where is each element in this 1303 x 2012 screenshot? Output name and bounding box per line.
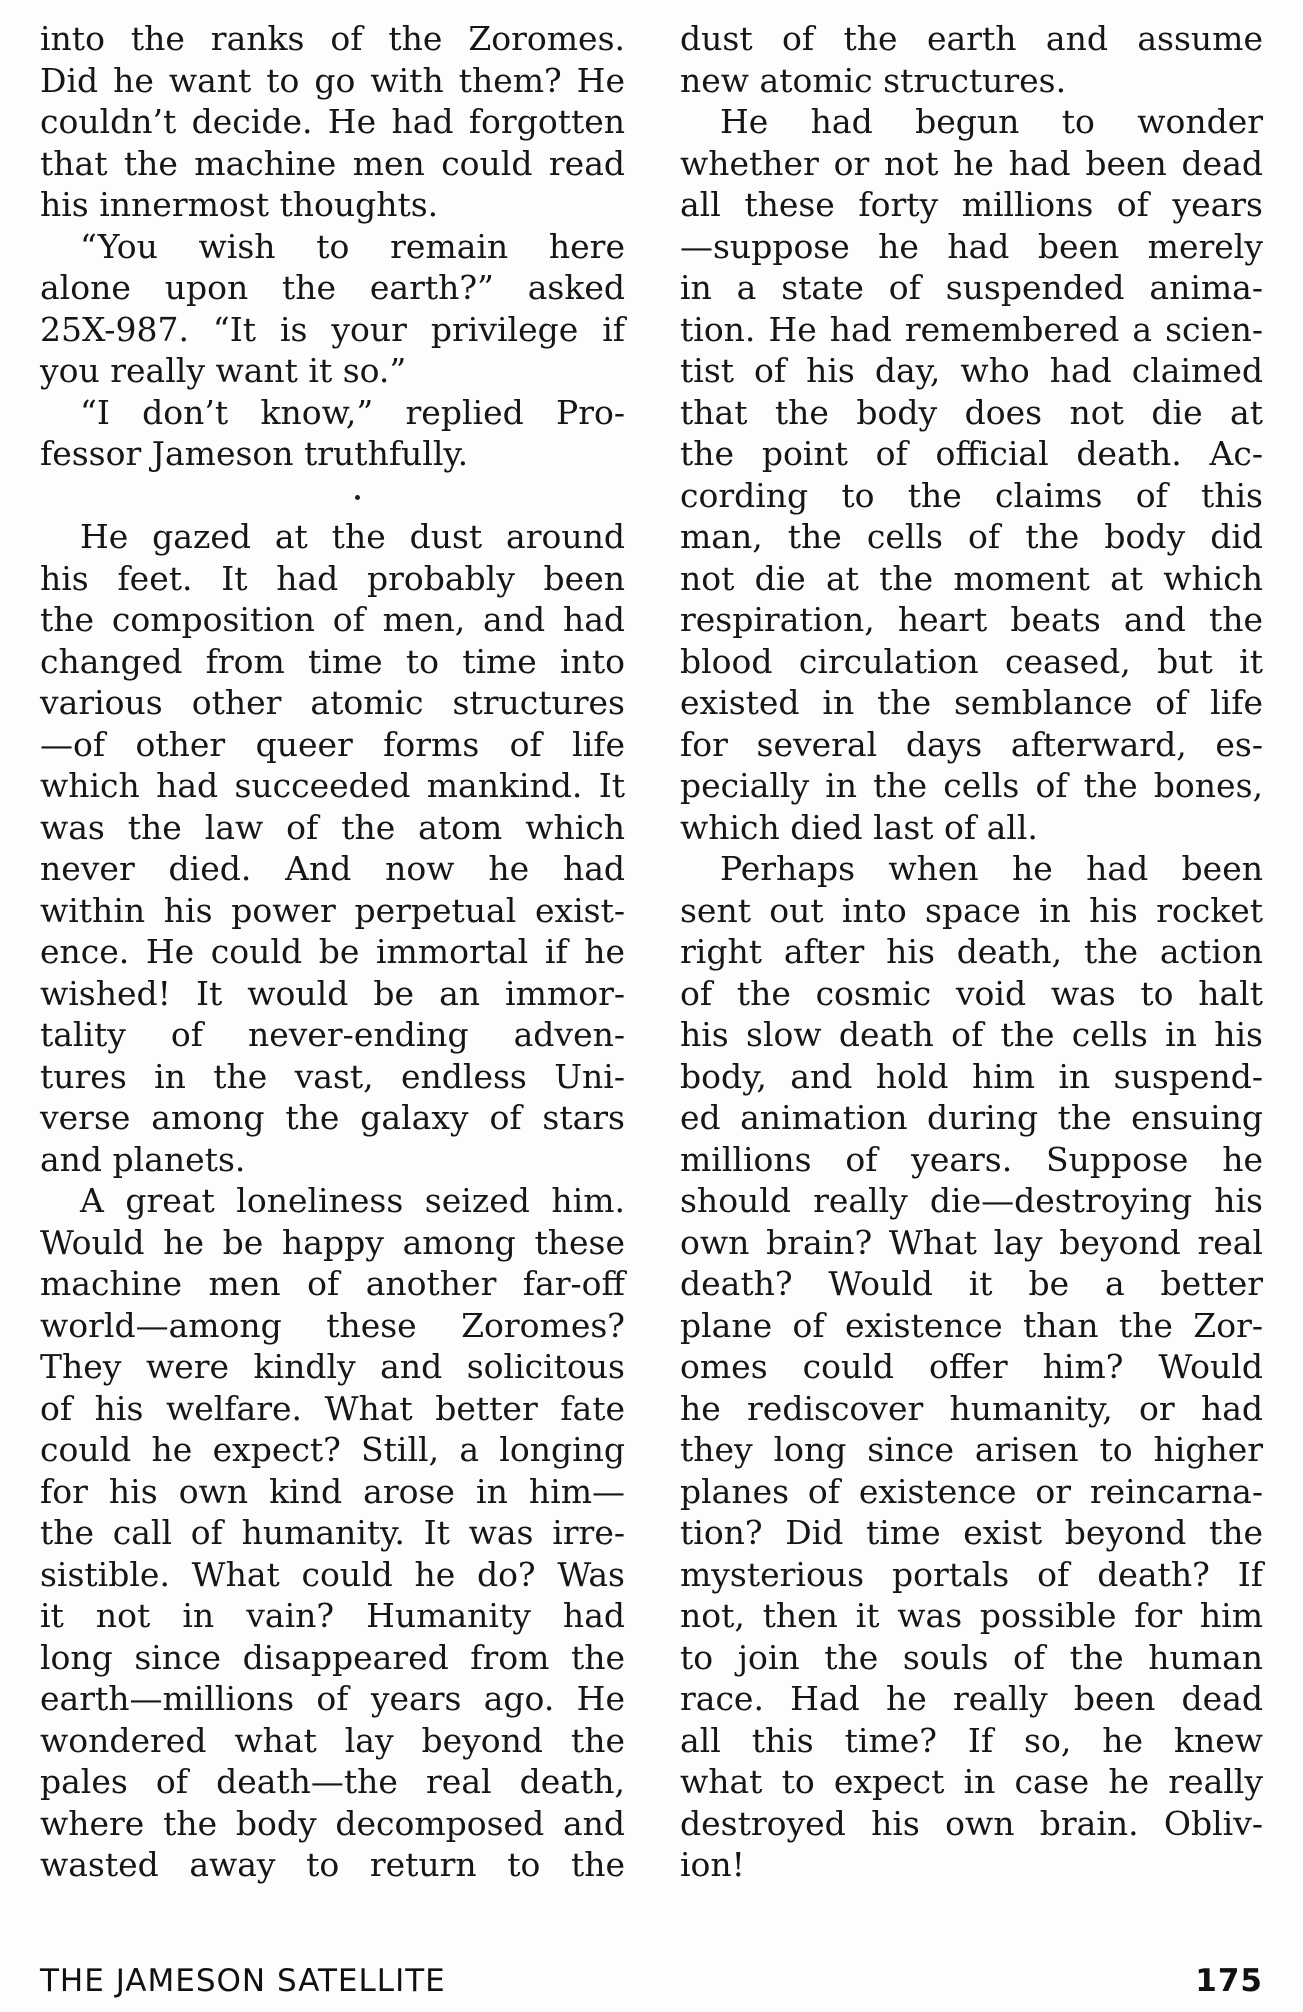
text-line: respiration, heart beats and the	[680, 600, 1263, 639]
text-line: man, the cells of the body did	[680, 517, 1263, 556]
text-line: ion!	[680, 1845, 745, 1884]
text-line: within his power perpetual exist-	[40, 890, 625, 930]
text-line: the point of official death. Ac-	[680, 434, 1263, 473]
text-line: tality of never-ending adven-	[40, 1015, 625, 1054]
text-line: Would he be happy among these	[40, 1222, 625, 1262]
text-line: that the machine men could read	[40, 143, 625, 183]
section-break-dot-icon	[355, 495, 360, 500]
text-line: world—among these Zoromes?	[40, 1305, 625, 1345]
text-line: destroyed his own brain. Obliv-	[680, 1803, 1263, 1843]
text-line: “I don’t know,” replied Pro-	[80, 392, 625, 432]
text-line: They were kindly and solicitous	[40, 1347, 625, 1386]
text-line: of the cosmic void was to halt	[680, 973, 1263, 1013]
text-line: his feet. It had probably been	[40, 558, 625, 598]
text-line: own brain? What lay beyond real	[680, 1222, 1263, 1262]
text-line: existed in the semblance of life	[680, 683, 1263, 722]
text-line: and planets.	[40, 1139, 246, 1179]
text-line: he rediscover humanity, or had	[680, 1388, 1263, 1428]
text-line: they long since arisen to higher	[680, 1430, 1263, 1469]
text-line: pecially in the cells of the bones,	[680, 766, 1263, 805]
page-footer	[40, 1963, 1263, 2007]
text-line: in a state of suspended anima-	[680, 268, 1263, 307]
text-line: what to expect in case he really	[680, 1762, 1263, 1801]
page-number: 175	[1195, 1963, 1263, 1999]
text-line: alone upon the earth?” asked	[40, 268, 625, 307]
text-line: never died. And now he had	[40, 849, 625, 888]
text-line: ence. He could be immortal if he	[40, 932, 625, 971]
text-line: new atomic structures.	[680, 60, 1067, 100]
text-line: He gazed at the dust around	[80, 517, 625, 556]
text-line: verse among the galaxy of stars	[40, 1098, 625, 1137]
text-line: omes could offer him? Would	[680, 1347, 1263, 1386]
text-line: mysterious portals of death? If	[680, 1554, 1263, 1594]
text-line: death? Would it be a better	[680, 1264, 1263, 1303]
text-line: long since disappeared from the	[40, 1637, 625, 1677]
text-line: plane of existence than the Zor-	[680, 1305, 1263, 1345]
text-line: machine men of another far-off	[40, 1264, 625, 1303]
text-line: the call of humanity. It was irre-	[40, 1513, 625, 1552]
text-line: couldn’t decide. He had forgotten	[40, 102, 625, 141]
text-line: where the body decomposed and	[40, 1803, 625, 1843]
running-title: THE JAMESON SATELLITE	[40, 1963, 446, 1999]
text-line: to join the souls of the human	[680, 1637, 1263, 1677]
text-line: millions of years. Suppose he	[680, 1139, 1263, 1179]
text-line: tist of his day, who had claimed	[680, 351, 1263, 390]
text-line: wondered what lay beyond the	[40, 1720, 625, 1760]
text-line: right after his death, the action	[680, 932, 1263, 971]
text-line: blood circulation ceased, but it	[680, 641, 1263, 681]
text-line: the composition of men, and had	[40, 600, 625, 639]
text-line: you really want it so.”	[40, 351, 407, 390]
text-line: into the ranks of the Zoromes.	[40, 19, 625, 58]
text-line: for several days afterward, es-	[680, 724, 1263, 764]
text-line: for his own kind arose in him—	[40, 1471, 625, 1511]
text-line: pales of death—the real death,	[40, 1762, 625, 1801]
text-line: various other atomic structures	[40, 683, 625, 722]
text-line: not, then it was possible for him	[680, 1596, 1263, 1635]
text-line: changed from time to time into	[40, 641, 625, 681]
text-line: earth—millions of years ago. He	[40, 1679, 625, 1718]
right-text-column	[680, 18, 1263, 1886]
left-text-column	[40, 18, 625, 1886]
text-line: Perhaps when he had been	[720, 849, 1263, 888]
text-line: could he expect? Still, a longing	[40, 1430, 625, 1469]
text-line: Did he want to go with them? He	[40, 60, 625, 100]
text-line: —suppose he had been merely	[680, 226, 1263, 266]
text-line: was the law of the atom which	[40, 807, 625, 847]
text-line: He had begun to wonder	[720, 102, 1263, 141]
text-line: which had succeeded mankind. It	[40, 766, 625, 805]
text-line: whether or not he had been dead	[680, 143, 1263, 183]
text-line: 25X-987. “It is your privilege if	[40, 309, 625, 349]
text-line: sistible. What could he do? Was	[40, 1554, 625, 1594]
text-line: not die at the moment at which	[680, 558, 1263, 598]
text-line: tion. He had remembered a scien-	[680, 309, 1263, 349]
text-line: all these forty millions of years	[680, 185, 1263, 224]
text-line: of his welfare. What better fate	[40, 1388, 625, 1428]
section-break	[40, 475, 625, 517]
text-line: his slow death of the cells in his	[680, 1015, 1263, 1054]
text-line: wasted away to return to the	[40, 1845, 625, 1884]
text-line: dust of the earth and assume	[680, 19, 1263, 58]
text-line: race. Had he really been dead	[680, 1679, 1263, 1718]
text-line: tion? Did time exist beyond the	[680, 1513, 1263, 1552]
text-line: ed animation during the ensuing	[680, 1098, 1263, 1137]
text-line: all this time? If so, he knew	[680, 1720, 1263, 1760]
text-line: sent out into space in his rocket	[680, 890, 1263, 930]
text-line: fessor Jameson truthfully.	[40, 434, 469, 473]
text-line: that the body does not die at	[680, 392, 1263, 432]
text-line: cording to the claims of this	[680, 475, 1263, 515]
text-line: his innermost thoughts.	[40, 185, 439, 224]
text-line: —of other queer forms of life	[40, 724, 625, 764]
text-line: body, and hold him in suspend-	[680, 1056, 1263, 1096]
text-line: it not in vain? Humanity had	[40, 1596, 625, 1635]
text-line: A great loneliness seized him.	[80, 1181, 625, 1220]
text-line: tures in the vast, endless Uni-	[40, 1056, 625, 1096]
text-line: which died last of all.	[680, 807, 1038, 847]
text-line: planes of existence or reincarna-	[680, 1471, 1263, 1511]
text-line: wished! It would be an immor-	[40, 973, 625, 1013]
text-line: “You wish to remain here	[80, 226, 625, 266]
text-line: should really die—destroying his	[680, 1181, 1263, 1220]
